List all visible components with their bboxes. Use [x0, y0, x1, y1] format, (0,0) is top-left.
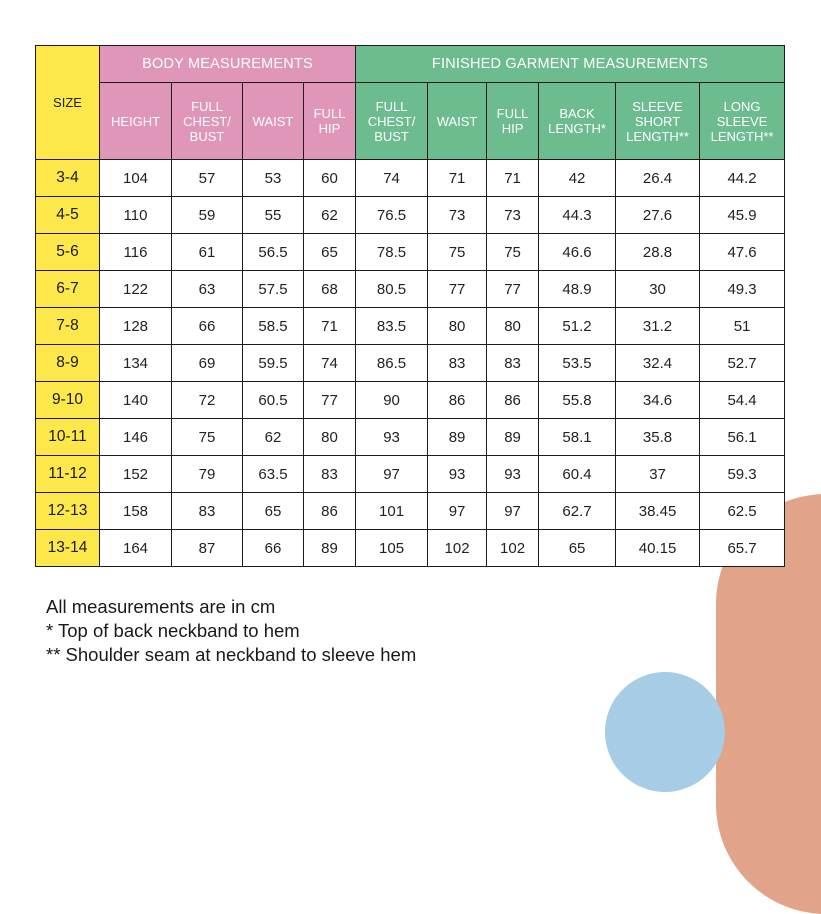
table-row [36, 493, 785, 530]
measurement-cell: 42 [539, 160, 616, 197]
measurement-cell: 69 [172, 345, 243, 382]
measurement-cell: 35.8 [616, 419, 700, 456]
measurement-cell: 86 [428, 382, 487, 419]
measurement-cell: 56.5 [243, 234, 304, 271]
measurement-cell: 60 [304, 160, 356, 197]
size-cell: 13-14 [36, 530, 100, 567]
measurement-cell: 58.5 [243, 308, 304, 345]
measurement-cell: 26.4 [616, 160, 700, 197]
column-header [616, 83, 700, 160]
column-header-line: SHORT [634, 113, 681, 129]
measurement-cell: 77 [487, 271, 539, 308]
measurement-cell: 77 [428, 271, 487, 308]
measurement-cell: 27.6 [616, 197, 700, 234]
size-cell: 3-4 [36, 160, 100, 197]
column-header-line: HIP [501, 121, 524, 136]
measurement-cell: 63 [172, 271, 243, 308]
measurement-cell: 60.5 [243, 382, 304, 419]
measurement-cell: 86 [487, 382, 539, 419]
measurement-cell: 73 [487, 197, 539, 234]
measurement-cell: 71 [304, 308, 356, 345]
measurement-cell: 62 [304, 197, 356, 234]
measurement-cell: 164 [100, 530, 172, 567]
measurement-cell: 72 [172, 382, 243, 419]
measurement-cell: 45.9 [700, 197, 785, 234]
measurement-cell: 122 [100, 271, 172, 308]
measurement-cell: 44.3 [539, 197, 616, 234]
measurement-cell: 68 [304, 271, 356, 308]
measurement-cell: 128 [100, 308, 172, 345]
measurement-cell: 80.5 [356, 271, 428, 308]
table-row [36, 419, 785, 456]
measurement-cell: 62.5 [700, 493, 785, 530]
measurement-cell: 140 [100, 382, 172, 419]
size-cell: 5-6 [36, 234, 100, 271]
size-cell: 6-7 [36, 271, 100, 308]
measurement-cell: 75 [172, 419, 243, 456]
table-row [36, 308, 785, 345]
measurement-cell: 93 [487, 456, 539, 493]
column-header [100, 83, 172, 160]
column-header-row [36, 83, 785, 160]
column-header [243, 83, 304, 160]
measurement-cell: 83 [487, 345, 539, 382]
column-header [356, 83, 428, 160]
measurement-cell: 93 [356, 419, 428, 456]
column-header-line: SLEEVE [716, 113, 768, 129]
table-row [36, 271, 785, 308]
measurement-cell: 102 [428, 530, 487, 567]
size-cell: 11-12 [36, 456, 100, 493]
measurement-cell: 34.6 [616, 382, 700, 419]
measurement-cell: 90 [356, 382, 428, 419]
measurement-cell: 59.5 [243, 345, 304, 382]
column-header [487, 83, 539, 160]
size-cell: 4-5 [36, 197, 100, 234]
measurement-cell: 116 [100, 234, 172, 271]
back-length-footnote: * Top of back neckband to hem [46, 620, 300, 641]
table-row [36, 197, 785, 234]
measurement-cell: 78.5 [356, 234, 428, 271]
measurement-cell: 65.7 [700, 530, 785, 567]
measurement-cell: 52.7 [700, 345, 785, 382]
table-row [36, 345, 785, 382]
measurement-cell: 44.2 [700, 160, 785, 197]
measurement-cell: 57.5 [243, 271, 304, 308]
measurement-cell: 66 [172, 308, 243, 345]
units-note: All measurements are in cm [46, 596, 276, 617]
measurement-cell: 65 [304, 234, 356, 271]
table-row [36, 382, 785, 419]
table-row [36, 456, 785, 493]
measurement-cell: 97 [356, 456, 428, 493]
column-header-line: LONG [723, 98, 761, 114]
measurement-cell: 87 [172, 530, 243, 567]
size-chart-table [35, 45, 785, 567]
measurement-cell: 134 [100, 345, 172, 382]
column-header-line: CHEST/ [183, 113, 231, 129]
column-header-line: FULL [191, 98, 223, 114]
measurement-cell: 105 [356, 530, 428, 567]
column-header [700, 83, 785, 160]
table-body [36, 160, 785, 567]
column-header-line: FULL [496, 106, 529, 121]
measurement-cell: 47.6 [700, 234, 785, 271]
size-cell: 12-13 [36, 493, 100, 530]
measurement-cell: 74 [356, 160, 428, 197]
measurement-cell: 71 [487, 160, 539, 197]
measurement-cell: 37 [616, 456, 700, 493]
measurement-cell: 79 [172, 456, 243, 493]
size-cell: 10-11 [36, 419, 100, 456]
measurement-cell: 63.5 [243, 456, 304, 493]
measurement-cell: 40.15 [616, 530, 700, 567]
measurement-cell: 49.3 [700, 271, 785, 308]
column-header-line: HIP [318, 121, 341, 136]
measurement-cell: 83.5 [356, 308, 428, 345]
size-cell: 9-10 [36, 382, 100, 419]
measurement-cell: 65 [243, 493, 304, 530]
size-column-header: SIZE [36, 46, 100, 160]
column-header-line: FULL [313, 106, 346, 121]
measurement-cell: 101 [356, 493, 428, 530]
measurement-cell: 59 [172, 197, 243, 234]
column-header [539, 83, 616, 160]
column-header-line: BUST [374, 128, 409, 144]
measurement-cell: 83 [172, 493, 243, 530]
measurement-cell: 51 [700, 308, 785, 345]
measurement-cell: 83 [428, 345, 487, 382]
measurement-cell: 86.5 [356, 345, 428, 382]
measurement-cell: 97 [487, 493, 539, 530]
measurement-cell: 55.8 [539, 382, 616, 419]
measurement-cell: 30 [616, 271, 700, 308]
column-header-line: CHEST/ [367, 113, 416, 129]
column-header-line: WAIST [436, 113, 478, 129]
measurement-cell: 93 [428, 456, 487, 493]
measurement-cell: 83 [304, 456, 356, 493]
measurement-cell: 102 [487, 530, 539, 567]
size-cell: 8-9 [36, 345, 100, 382]
column-header-line: HEIGHT [110, 113, 161, 129]
measurement-cell: 48.9 [539, 271, 616, 308]
sleeve-length-footnote: ** Shoulder seam at neckband to sleeve hem [46, 644, 417, 665]
measurement-cell: 31.2 [616, 308, 700, 345]
finished-garment-measurements-header: FINISHED GARMENT MEASUREMENTS [356, 46, 785, 83]
measurement-cell: 32.4 [616, 345, 700, 382]
measurement-cell: 86 [304, 493, 356, 530]
measurement-cell: 76.5 [356, 197, 428, 234]
table-row [36, 160, 785, 197]
measurement-cell: 75 [428, 234, 487, 271]
column-header-line: BACK [559, 106, 595, 121]
measurement-cell: 57 [172, 160, 243, 197]
body-measurements-header: BODY MEASUREMENTS [100, 46, 356, 83]
measurement-cell: 62 [243, 419, 304, 456]
measurement-cell: 146 [100, 419, 172, 456]
measurement-cell: 46.6 [539, 234, 616, 271]
measurement-cell: 110 [100, 197, 172, 234]
measurement-cell: 89 [304, 530, 356, 567]
measurement-cell: 60.4 [539, 456, 616, 493]
measurement-cell: 80 [304, 419, 356, 456]
measurement-cell: 58.1 [539, 419, 616, 456]
measurement-cell: 56.1 [700, 419, 785, 456]
measurement-cell: 51.2 [539, 308, 616, 345]
measurement-cell: 89 [487, 419, 539, 456]
measurement-cell: 74 [304, 345, 356, 382]
measurement-cell: 65 [539, 530, 616, 567]
measurement-cell: 55 [243, 197, 304, 234]
column-header [428, 83, 487, 160]
measurement-cell: 80 [428, 308, 487, 345]
measurement-cell: 77 [304, 382, 356, 419]
column-header-line: LENGTH** [626, 128, 689, 144]
measurement-cell: 28.8 [616, 234, 700, 271]
measurement-cell: 73 [428, 197, 487, 234]
measurement-cell: 59.3 [700, 456, 785, 493]
measurement-cell: 80 [487, 308, 539, 345]
measurement-cell: 97 [428, 493, 487, 530]
measurement-cell: 66 [243, 530, 304, 567]
table-row [36, 530, 785, 567]
column-header-line: LENGTH* [548, 121, 606, 136]
measurement-cell: 62.7 [539, 493, 616, 530]
column-header [172, 83, 243, 160]
measurement-cell: 53.5 [539, 345, 616, 382]
measurement-cell: 53 [243, 160, 304, 197]
measurement-cell: 38.45 [616, 493, 700, 530]
column-header-line: SLEEVE [632, 98, 683, 114]
measurement-cell: 71 [428, 160, 487, 197]
measurement-cell: 54.4 [700, 382, 785, 419]
column-header-line: BUST [189, 128, 225, 144]
measurement-cell: 104 [100, 160, 172, 197]
measurement-cell: 158 [100, 493, 172, 530]
measurement-cell: 61 [172, 234, 243, 271]
size-cell: 7-8 [36, 308, 100, 345]
column-header-line: FULL [375, 98, 408, 114]
measurement-cell: 75 [487, 234, 539, 271]
group-header-row [36, 46, 785, 83]
measurement-cell: 89 [428, 419, 487, 456]
column-header-line: WAIST [252, 113, 294, 129]
decorative-blue-circle [605, 672, 725, 792]
measurement-cell: 152 [100, 456, 172, 493]
column-header [304, 83, 356, 160]
table-row [36, 234, 785, 271]
column-header-line: LENGTH** [710, 128, 774, 144]
notes [46, 595, 416, 667]
